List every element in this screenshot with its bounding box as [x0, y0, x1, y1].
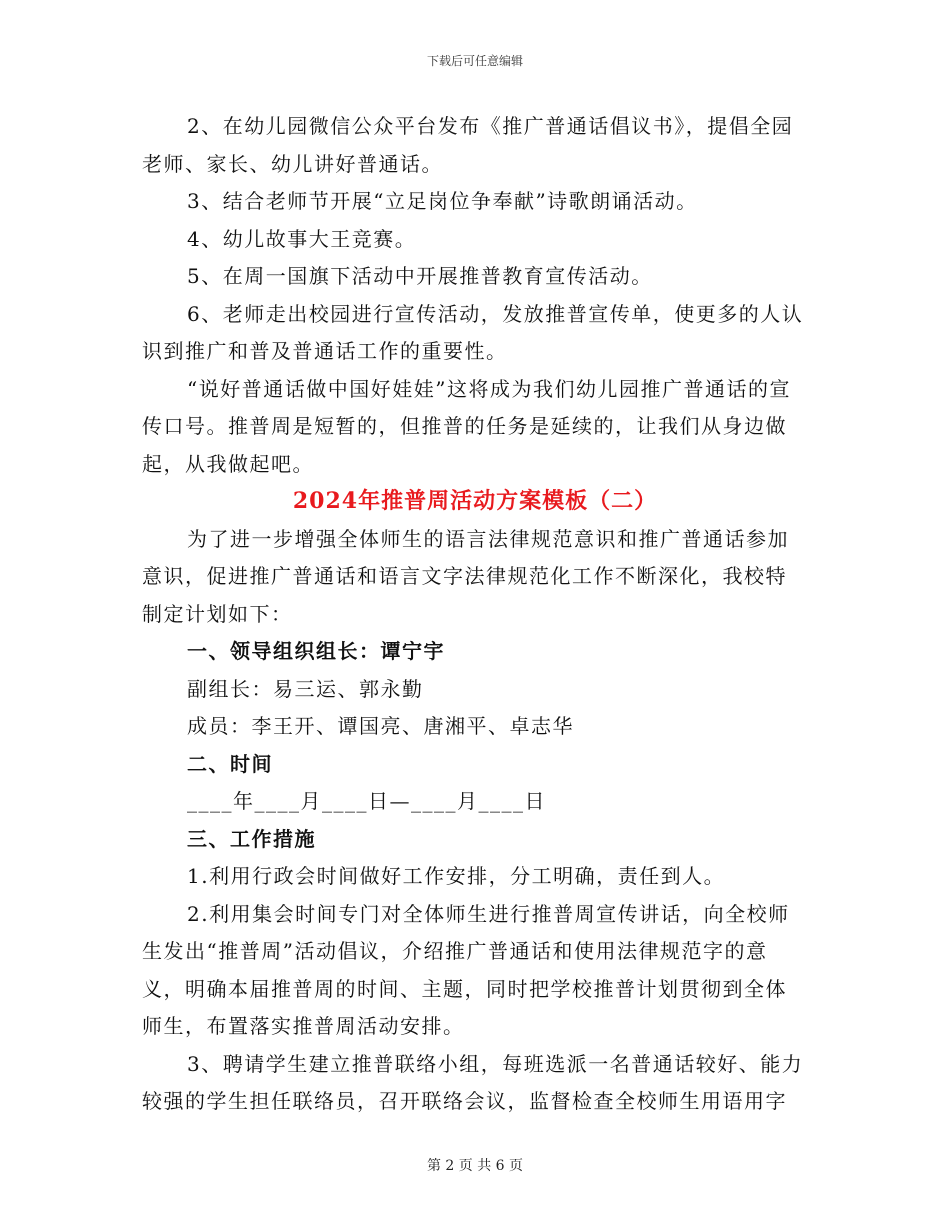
list-item: 3、结合老师节开展“立足岗位争奉献”诗歌朗诵活动。 [187, 189, 698, 213]
members: 成员：李王开、谭国亮、唐湘平、卓志华 [187, 714, 574, 738]
deputy-leaders: 副组长：易三运、郭永勤 [187, 676, 424, 701]
measure-item: 2.利用集会时间专门对全体师生进行推普周宣传讲话，向全校师生发出“推普周”活动倡议，介绍推广普通话和使用法律规范字的意义，明确本届推普周的时间、主题，同时把学校推普计划贯彻到全体师生，布置落实推普周活动安排。 [142, 901, 790, 1038]
heading-measures: 三、工作措施 [187, 826, 316, 851]
page-footer: 第 2 页 共 6 页 [426, 1158, 524, 1174]
measure-item: 3、聘请学生建立推普联络小组，每班选派一名普通话较好、能力较强的学生担任联络员，召开联络会议，监督检查全校师生用语用字 [142, 1051, 804, 1113]
list-item: 5、在周一国旗下活动中开展推普教育宣传活动。 [187, 264, 653, 288]
intro-paragraph: 为了进一步增强全体师生的语言法律规范意识和推广普通话参加意识，促进推广普通话和语言文字法律规范化工作不断深化，我校特制定计划如下： [142, 526, 789, 626]
measure-item: 1.利用行政会时间做好工作安排，分工明确，责任到人。 [187, 864, 726, 888]
list-item: 2、在幼儿园微信公众平台发布《推广普通话倡议书》，提倡全园老师、家长、幼儿讲好普通话。 [142, 114, 794, 176]
heading-leadership: 一、领导组织组长：谭宁宇 [187, 639, 445, 663]
list-item: 4、幼儿故事大王竞赛。 [187, 226, 417, 251]
page-header: 下载后可任意编辑 [426, 54, 523, 68]
heading-time: 二、时间 [187, 751, 273, 776]
list-item: 6、老师走出校园进行宣传活动，发放推普宣传单，使更多的人认识到推广和普及普通话工作的重要性。 [142, 301, 804, 363]
date-line: ____年____月____日—____月____日 [187, 789, 546, 813]
section-title: 2024年推普周活动方案模板（二） [292, 488, 658, 514]
document-body [142, 108, 808, 1121]
closing-paragraph: “说好普通话做中国好娃娃”这将成为我们幼儿园推广普通话的宣传口号。推普周是短暂的，但推普的任务是延续的，让我们从身边做起，从我做起吧。 [142, 376, 791, 476]
